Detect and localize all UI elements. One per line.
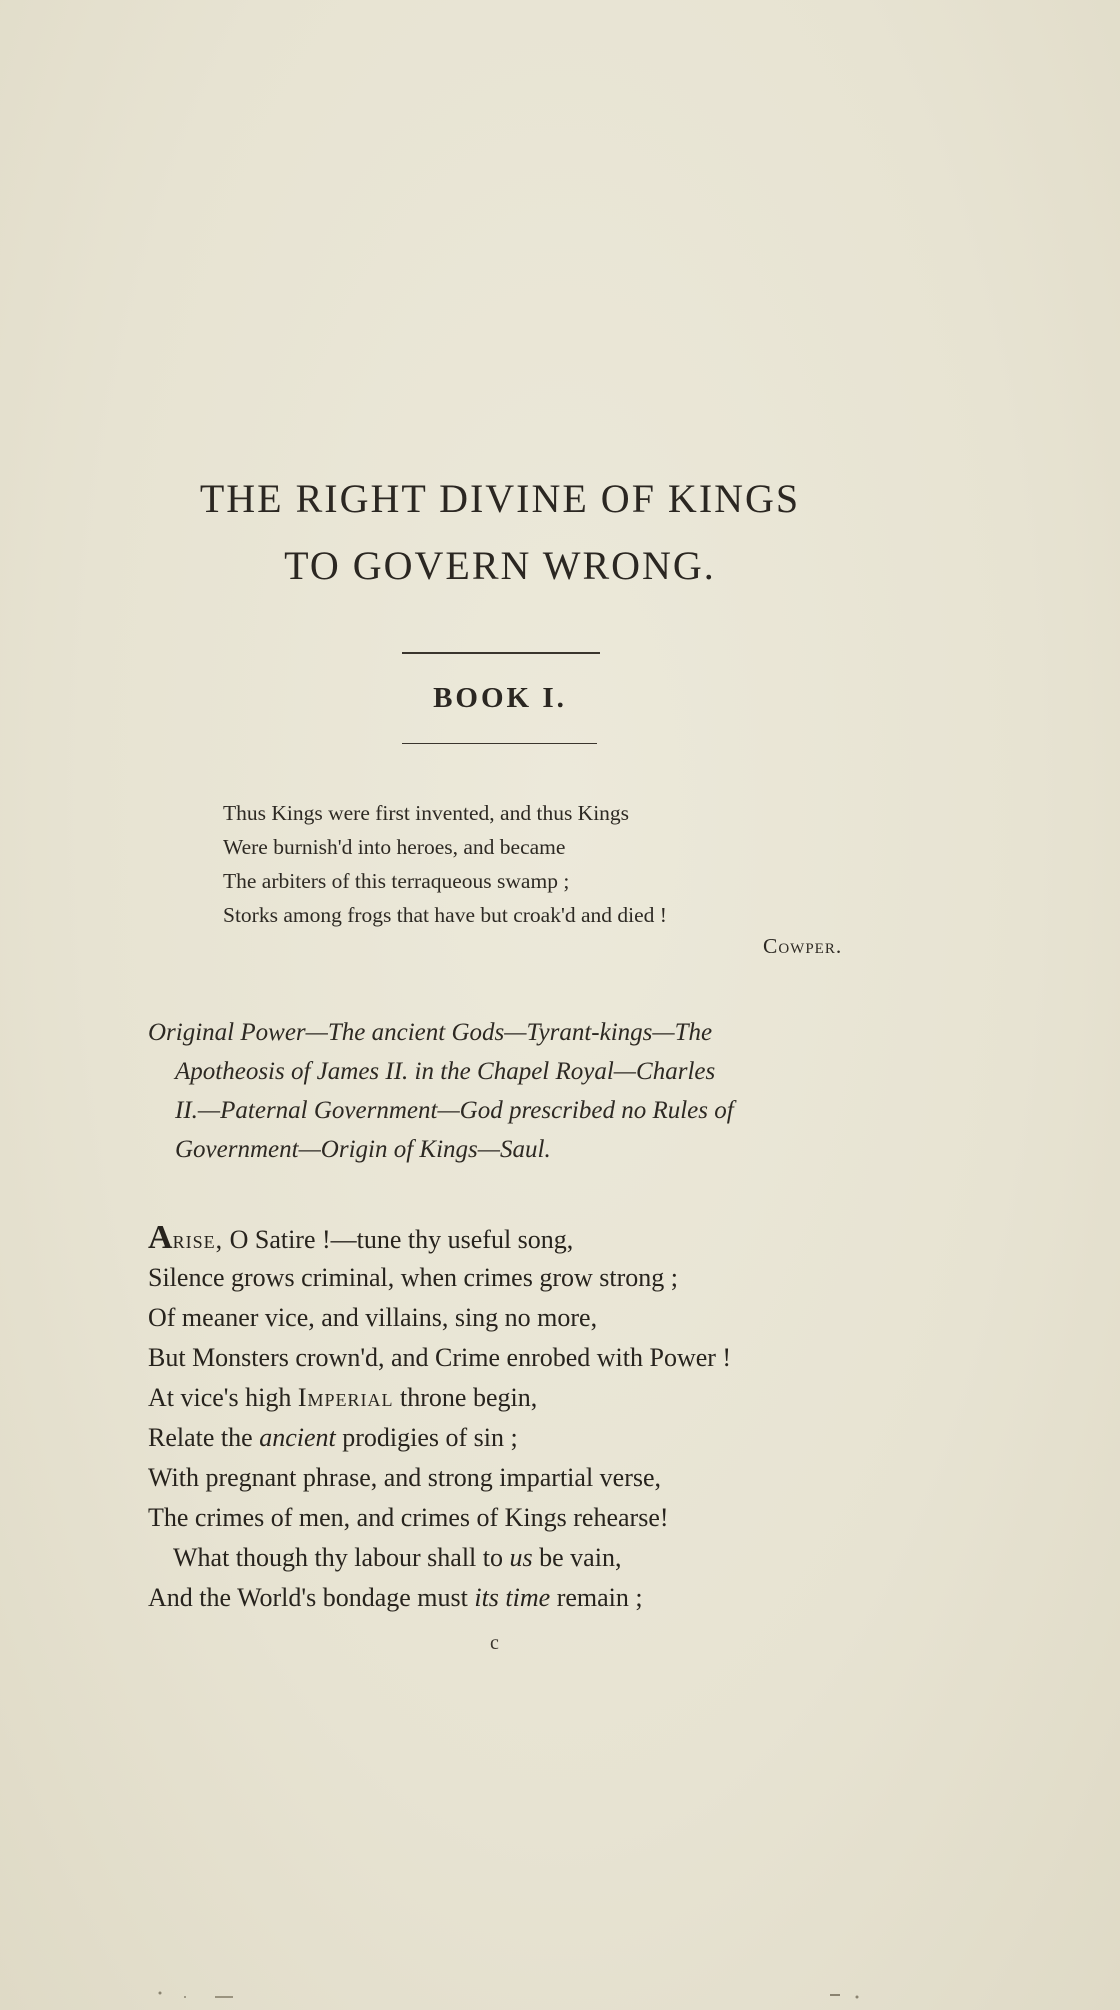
poem-text: O Satire !—tune thy useful song, [223,1225,574,1254]
epigraph-line: Were burnish'd into heroes, and became [223,835,566,859]
poem-line [148,1418,878,1458]
poem-line: Silence grows criminal, when crimes grow strong ; [148,1263,678,1292]
poem-text: And the World's bondage must [148,1583,475,1612]
speck [830,1994,840,1996]
signature-mark: c [490,1632,499,1654]
epigraph-line: Thus Kings were first invented, and thus Kings [223,801,630,825]
poem-text: What though thy labour shall to [173,1543,510,1572]
poem-line [148,1538,878,1578]
speck [215,1996,233,1998]
epigraph-line: Storks among frogs that have but croak'd and died ! [223,903,667,927]
poem-body [148,1218,878,1618]
poem-text: throne begin, [393,1383,538,1412]
argument-summary [148,1013,868,1169]
page-specks [0,1985,1120,2005]
divider-top [402,652,600,654]
speck [184,1996,186,1998]
poem-line [148,1578,878,1618]
poem-smallcaps: Imperial [297,1383,394,1412]
book-heading: BOOK I. [433,682,567,714]
poem-line: But Monsters crown'd, and Crime enrobed with Power ! [148,1343,732,1372]
poem-text: At vice's high [148,1383,298,1412]
argument-line: II.—Paternal Government—God prescribed no Rules of [175,1097,734,1124]
poem-line: With pregnant phrase, and strong impartial verse, [148,1463,662,1492]
poem-text: be vain, [532,1543,622,1572]
argument-line: Apotheosis of James II. in the Chapel Royal—Charles [175,1058,716,1085]
speck [856,1996,859,1999]
speck [159,1992,162,1995]
poem-text: prodigies of sin ; [335,1423,518,1452]
poem-italic: its time [474,1583,551,1612]
argument-line: Government—Origin of Kings—Saul. [175,1136,551,1163]
poem-line: The crimes of men, and crimes of Kings rehearse! [148,1503,669,1532]
poem-line [148,1218,878,1258]
poem-smallcaps: rise, [172,1225,224,1254]
poem-line: Of meaner vice, and villains, sing no more, [148,1303,598,1332]
epigraph [223,796,843,958]
divider-bottom [402,743,597,744]
poem-text: Relate the [148,1423,260,1452]
title-line-2: TO GOVERN WRONG. [284,543,716,588]
title-line-1: THE RIGHT DIVINE OF KINGS [199,476,801,521]
epigraph-attribution: Cowper. [763,934,843,958]
poem-italic: ancient [259,1423,336,1452]
poem-italic: us [509,1543,533,1572]
poem-text: remain ; [550,1583,643,1612]
epigraph-line: The arbiters of this terraqueous swamp ; [223,869,570,893]
poem-line [148,1378,878,1418]
argument-line: Original Power—The ancient Gods—Tyrant-kings—The [148,1019,713,1046]
drop-cap: A [148,1219,173,1256]
